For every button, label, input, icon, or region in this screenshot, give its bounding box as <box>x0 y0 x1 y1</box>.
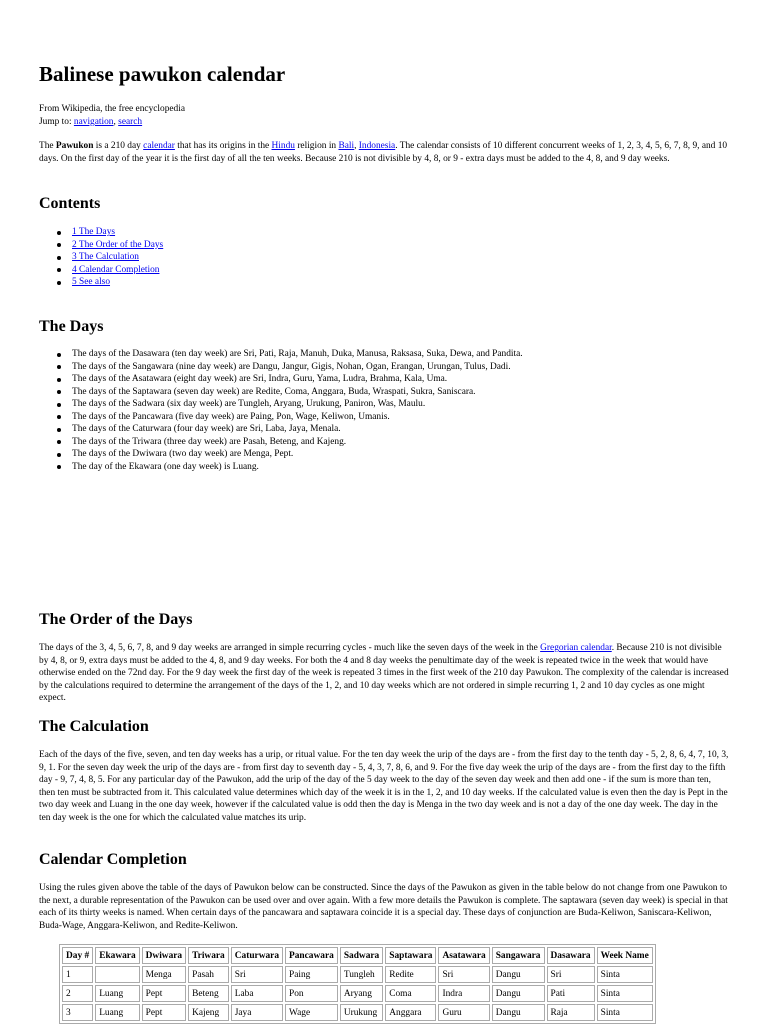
calculation-paragraph: Each of the days of the five, seven, and ten day weeks has a urip, or ritual value. For the ten day week the urip of the days are - from the first day to the tenth day - 5, 2, 8, 6, 4, 7, 10, 3, 9, 1. For the seven day week the urip of the days are - from first day to seventh day - 5, 4, 3, 7, 8, 6, and 9. For the five day week the urip of the days are - from the first day to the fifth day - 9, 7, 4, 8, 5. For any particular day of the Pawukon, add the urip of the day of the 5 day week to the day of the seven day week and then add one - if the sum is more than ten, then ten must be subtracted from it. This calculated value determines which day of the week it is in the 1, 2, and 10 day weeks. If the calculated value is even then the day is Pept in the two day week and Luang in the one day week, however if the calculated value is odd then the day is Menga in the two day week and is not a day of the one day week. The day in the ten day week is the one for which the calculated value matches its urip. <box>39 750 729 823</box>
table-cell: Paing <box>285 966 338 983</box>
column-header: Caturwara <box>231 947 283 964</box>
bali-link[interactable]: Bali <box>338 141 355 151</box>
column-header: Pancawara <box>285 947 338 964</box>
column-header: Dwiwara <box>142 947 186 964</box>
list-item: The day of the Ekawara (one day week) is Luang. <box>72 461 523 474</box>
table-cell: Pasah <box>188 966 229 983</box>
column-header: Day # <box>62 947 93 964</box>
table-row <box>62 985 653 1002</box>
section-heading-calculation: The Calculation <box>39 718 149 735</box>
table-cell: Luang <box>95 1004 139 1021</box>
table-cell: Redite <box>385 966 436 983</box>
list-item: The days of the Dwiwara (two day week) are Menga, Pept. <box>72 448 523 461</box>
days-list <box>72 348 523 473</box>
table-cell: Aryang <box>340 985 383 1002</box>
list-item <box>72 239 163 252</box>
table-cell: Sri <box>547 966 595 983</box>
toc-link-calendar-completion[interactable]: 4 Calendar Completion <box>72 264 160 275</box>
list-item: The days of the Sadwara (six day week) are Tungleh, Aryang, Urukung, Paniron, Was, Maulu. <box>72 398 523 411</box>
column-header: Week Name <box>597 947 653 964</box>
calendar-link[interactable]: calendar <box>143 141 175 151</box>
list-item: The days of the Asatawara (eight day week) are Sri, Indra, Guru, Yama, Ludra, Brahma, Kala, Uma. <box>72 373 523 386</box>
table-cell: Sinta <box>597 985 653 1002</box>
list-item: The days of the Sangawara (nine day week) are Dangu, Jangur, Gigis, Nohan, Ogan, Erangan, Urungan, Tulus, Dadi. <box>72 361 523 374</box>
list-item <box>72 226 163 239</box>
table-cell: Dangu <box>492 966 545 983</box>
indonesia-link[interactable]: Indonesia <box>358 141 396 151</box>
jump-links: Jump to: navigation, search <box>39 117 143 127</box>
table-cell: 2 <box>62 985 93 1002</box>
completion-paragraph: Using the rules given above the table of the days of Pawukon below can be constructed. Since the days of the Pawukon as given in the table below do not change from one Pawukon to the next, a durable representation of the Pawukon can be used over and over again. With a few more details the Pawukon is complete. The saptawara (seven day week) is special in that each of its thirty weeks is named. When certain days of the pancawara and saptawara coincide it is a special day. These days of conjunction are Buda-Keliwon, Saniscara-Keliwon, Buda-Wage, Anggara-Keliwon, and Redite-Keliwon. <box>39 883 728 931</box>
column-header: Asatawara <box>438 947 489 964</box>
table-cell: Sinta <box>597 1004 653 1021</box>
table-cell: Guru <box>438 1004 489 1021</box>
list-item: The days of the Saptawara (seven day week) are Redite, Coma, Anggara, Buda, Wraspati, Sukra, Saniscara. <box>72 386 523 399</box>
section-heading-order: The Order of the Days <box>39 611 193 628</box>
list-item: The days of the Dasawara (ten day week) are Sri, Pati, Raja, Manuh, Duka, Manusa, Raksasa, Suka, Dewa, and Pandita. <box>72 349 523 359</box>
navigation-link[interactable]: navigation <box>73 117 114 127</box>
pawukon-table <box>59 944 656 1024</box>
table-cell: Pati <box>547 985 595 1002</box>
list-item <box>72 251 163 264</box>
table-cell: Menga <box>142 966 186 983</box>
table-cell: Sri <box>231 966 283 983</box>
list-item <box>72 264 163 277</box>
table-cell: Tungleh <box>340 966 383 983</box>
gregorian-calendar-link[interactable]: Gregorian calendar <box>540 643 612 653</box>
table-cell: Indra <box>438 985 489 1002</box>
table-cell: Urukung <box>340 1004 383 1021</box>
page-title: Balinese pawukon calendar <box>39 62 286 86</box>
toc-link-see-also[interactable]: 5 See also <box>72 277 111 288</box>
table-cell <box>95 966 139 983</box>
search-link[interactable]: search <box>118 117 143 127</box>
table-cell: Dangu <box>492 985 545 1002</box>
list-item: The days of the Caturwara (four day week) are Sri, Laba, Jaya, Menala. <box>72 423 523 436</box>
list-item: The days of the Triwara (three day week) are Pasah, Beteng, and Kajeng. <box>72 436 523 449</box>
column-header: Dasawara <box>547 947 595 964</box>
list-item <box>72 276 163 289</box>
intro-paragraph: The Pawukon is a 210 day calendar that has its origins in the Hindu religion in Bali, Indonesia. The calendar consists of 10 different concurrent weeks of 1, 2, 3, 4, 5, 6, 7, 8, 9, and 10 days. On the first day of the year it is the first day of all the ten weeks. Because 210 is not divisible by 4, 8, or 9 - extra days must be added to the 4, 8, and 9 day weeks. <box>39 141 728 164</box>
column-header: Sangawara <box>492 947 545 964</box>
table-cell: Luang <box>95 985 139 1002</box>
table-cell: Coma <box>385 985 436 1002</box>
order-paragraph: The days of the 3, 4, 5, 6, 7, 8, and 9 day weeks are arranged in simple recurring cycles - much like the seven days of the week in the Gregorian calendar. Because 210 is not divisible by 4, 8, or 9, extra days must be added to the 4, 8, and 9 day weeks. For both the 4 and 8 day weeks the penultimate day of the week is repeated twice in the week that would have otherwise ended on the 72nd day. For the 9 day week the first day of the week is repeated 3 times in the first week of the 210 day Pawukon. The complexity of the calendar is increased by the calculations required to determine the arrangement of the days of the 1, 2, and 10 day weeks which are not ordered in simple recurring 1, 2 and 10 day cycles as one might expect. <box>39 643 729 704</box>
table-cell: Sri <box>438 966 489 983</box>
table-cell: Wage <box>285 1004 338 1021</box>
table-header-row <box>62 947 653 964</box>
table-cell: Beteng <box>188 985 229 1002</box>
table-cell: Kajeng <box>188 1004 229 1021</box>
column-header: Ekawara <box>95 947 139 964</box>
table-row <box>62 966 653 983</box>
table-cell: Anggara <box>385 1004 436 1021</box>
toc-link-order-of-days[interactable]: 2 The Order of the Days <box>72 239 164 250</box>
table-cell: Pept <box>142 985 186 1002</box>
table-cell: Pon <box>285 985 338 1002</box>
table-cell: Pept <box>142 1004 186 1021</box>
contents-heading: Contents <box>39 195 101 212</box>
column-header: Triwara <box>188 947 229 964</box>
toc-link-the-days[interactable]: 1 The Days <box>72 227 116 237</box>
hindu-link[interactable]: Hindu <box>271 141 295 151</box>
list-item: The days of the Pancawara (five day week) are Paing, Pon, Wage, Keliwon, Umanis. <box>72 411 523 424</box>
toc-link-calculation[interactable]: 3 The Calculation <box>72 252 139 263</box>
table-row <box>62 1004 653 1021</box>
table-cell: Raja <box>547 1004 595 1021</box>
table-cell: Dangu <box>492 1004 545 1021</box>
column-header: Sadwara <box>340 947 383 964</box>
table-cell: Laba <box>231 985 283 1002</box>
site-subtitle: From Wikipedia, the free encyclopedia <box>39 104 186 114</box>
table-cell: 1 <box>62 966 93 983</box>
table-cell: 3 <box>62 1004 93 1021</box>
section-heading-completion: Calendar Completion <box>39 851 187 868</box>
pawukon-term: Pawukon <box>55 141 94 151</box>
table-cell: Sinta <box>597 966 653 983</box>
section-heading-the-days: The Days <box>39 318 104 335</box>
table-cell: Jaya <box>231 1004 283 1021</box>
column-header: Saptawara <box>385 947 436 964</box>
contents-list <box>72 226 163 289</box>
